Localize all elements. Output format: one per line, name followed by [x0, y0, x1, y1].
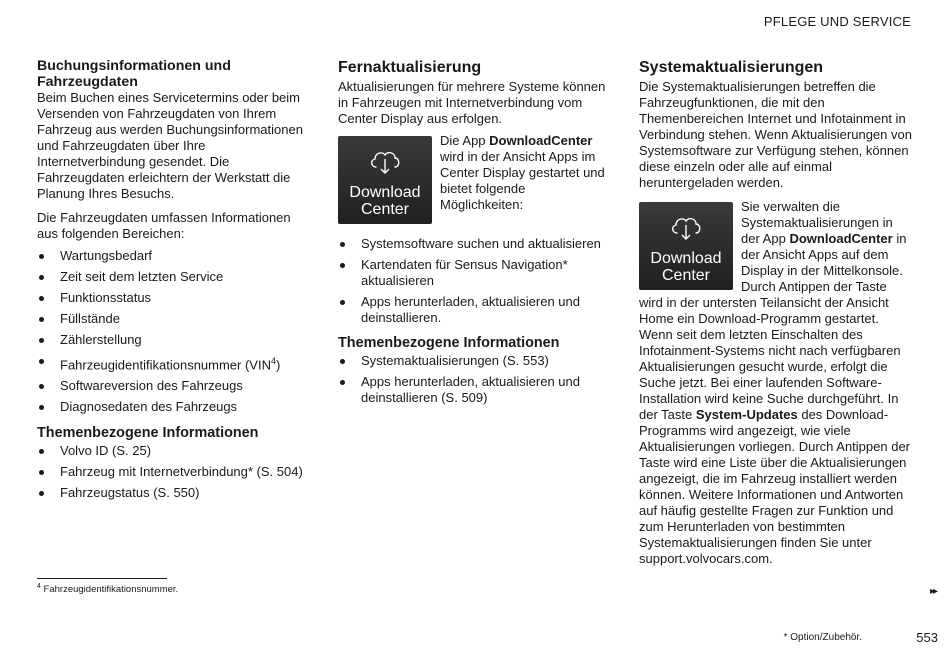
next-page-icon: ▸▸ [929, 586, 936, 597]
footnote-number: 4 [37, 583, 41, 590]
tile-label-line2: Center [661, 267, 711, 284]
paragraph-booking-intro: Beim Buchen eines Servicetermins oder beim Versenden von Fahrzeugdaten von Ihrem Fahrzeug aus werden Buchungsinformationen und Fahrzeugdaten über Ihre Internetverbindung gesendet. Die Fahrzeugdaten erleichtern der Werkstatt die Planung Ihres Besuchs. [37, 90, 303, 201]
list-item: Funktionsstatus [37, 290, 309, 306]
related-links-list [338, 353, 610, 406]
list-item: Wartungsbedarf [37, 248, 309, 264]
related-link[interactable]: Fahrzeugstatus (S. 550) [37, 485, 309, 501]
app-name: DownloadCenter [789, 231, 893, 246]
page-number: 553 [916, 630, 938, 645]
details-text-3: des Download-Programms wird angezeigt, wie viele Aktualisierungen vorliegen. Durch Antippen der Taste wird eine Liste über die Aktualisierungen angezeigt, die im Fahrzeug installiert werden können. Weitere Informationen und Antworten auf häufig gestellte Fragen zur Funktion und zum Herunterladen von bestimmten Systemaktualisierungen finden Sie unter support.volvocars.com. [639, 407, 911, 566]
heading-remote-update: Fernaktualisierung [338, 59, 482, 76]
related-links-list [37, 443, 309, 501]
paragraph-vehicle-data-scope: Die Fahrzeugdaten umfassen Informationen aus folgenden Bereichen: [37, 210, 291, 241]
list-item: Softwareversion des Fahrzeugs [37, 378, 309, 394]
download-center-app-tile [338, 136, 432, 224]
option-note: * Option/Zubehör. [783, 632, 862, 643]
cloud-download-icon [669, 212, 703, 242]
paragraph-system-intro: Die Systemaktualisierungen betreffen die Fahrzeugfunktionen, die mit den Themenbereichen Internet und Infotainment in Verbindung stehen. Wenn Aktualisierungen von Systemsoftware zur Verfügung stehen, können diese einzeln oder alle auf einmal heruntergeladen werden. [639, 79, 912, 190]
list-item: Systemsoftware suchen und aktualisieren [338, 236, 610, 252]
column-system-updates [639, 58, 913, 567]
list-item: Kartendaten für Sensus Navigation* aktualisieren [338, 257, 610, 289]
footnote [37, 583, 178, 595]
list-item: Füllstände [37, 311, 309, 327]
details-text-2: in der Ansicht Apps auf dem Display in der Mittelkonsole. Durch Antippen der Taste wird in der untersten Teilansicht der Ansicht Home ein Download-Programm gestartet. Wenn seit dem letzten Einschalten des Infotainment-Systems nicht nach verfügbaren Aktualisierungen gesucht wurde, erfolgt die Suche jetzt. Bei einer laufenden Software-Installation wird keine Suche durchgeführt. In der Taste [639, 231, 907, 422]
list-item: Zeit seit dem letzten Service [37, 269, 309, 285]
download-center-app-tile [639, 202, 733, 290]
list-item [37, 353, 309, 373]
heading-system-updates: Systemaktualisierungen [639, 59, 824, 76]
list-item: Zählerstellung [37, 332, 309, 348]
app-name: DownloadCenter [489, 133, 593, 148]
section-header: PFLEGE UND SERVICE [763, 14, 911, 29]
system-updates-button-name: System-Updates [695, 407, 798, 422]
remote-options-list [338, 236, 610, 326]
heading-related-info: Themenbezogene Informationen [338, 335, 560, 351]
column-booking-info [37, 58, 309, 506]
related-link[interactable]: Fahrzeug mit Internetverbindung* (S. 504) [37, 464, 309, 480]
related-link[interactable]: Volvo ID (S. 25) [37, 443, 309, 459]
footnote-text: Fahrzeugidentifikationsnummer. [40, 584, 179, 596]
footnote-divider [37, 578, 167, 579]
list-item: Diagnosedaten des Fahrzeugs [37, 399, 309, 415]
tile-label-line1: Download [349, 184, 421, 201]
vin-item-close: ) [276, 357, 281, 373]
footnote-ref: 4 [270, 356, 276, 366]
list-item: Apps herunterladen, aktualisieren und deinstallieren. [338, 294, 610, 326]
details-text-1: Sie verwalten die Systemaktualisierungen in der App [741, 199, 893, 246]
related-link[interactable]: Apps herunterladen, aktualisieren und deinstallieren (S. 509) [338, 374, 610, 406]
app-text-post: wird in der Ansicht Apps im Center Display gestartet und bietet folgende Möglichkeiten: [440, 149, 605, 212]
paragraph-remote-intro: Aktualisierungen für mehrere Systeme können in Fahrzeugen mit Internetverbindung vom Center Display aus erfolgen. [338, 79, 606, 126]
vin-item-label: Fahrzeugidentifikationsnummer (VIN [60, 357, 271, 373]
heading-booking-info: Buchungsinformationen und Fahrzeugdaten [37, 58, 231, 90]
tile-label-line1: Download [650, 250, 722, 267]
cloud-download-icon [368, 146, 402, 176]
app-text-pre: Die App [440, 133, 490, 148]
vehicle-data-list [37, 248, 309, 415]
related-link[interactable]: Systemaktualisierungen (S. 553) [338, 353, 610, 369]
tile-label-line2: Center [360, 201, 410, 218]
column-remote-update [338, 58, 610, 411]
heading-related-info: Themenbezogene Informationen [37, 425, 259, 442]
